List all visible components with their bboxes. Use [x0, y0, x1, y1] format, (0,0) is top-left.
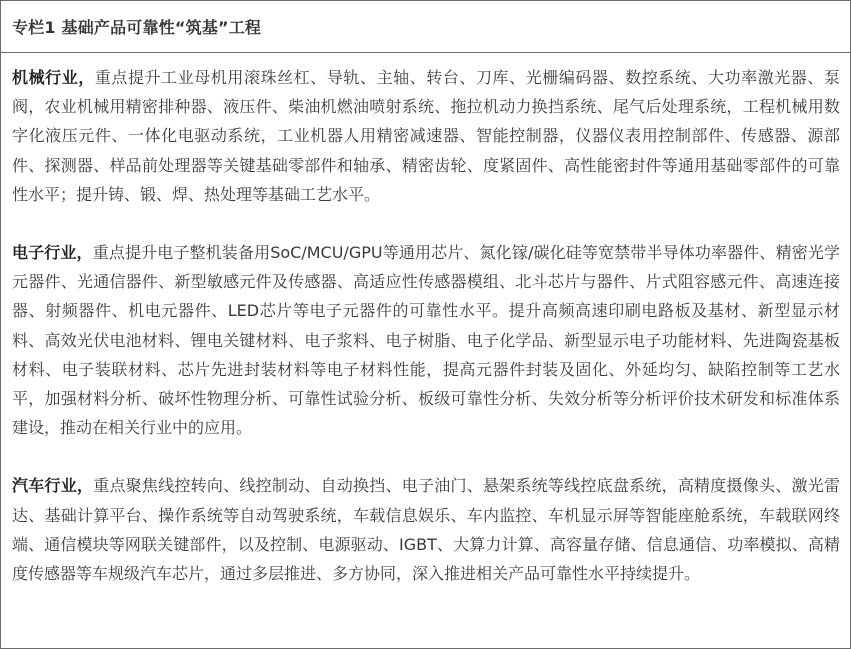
section-label: 机械行业，: [12, 68, 95, 87]
column-header: [1, 1, 850, 53]
section-text: 重点提升电子整机装备用SoC/MCU/GPU等通用芯片、氮化镓/碳化硅等宽禁带半导体功率器件、精密光学元器件、光通信器件、新型敏感元件及传感器、高适应性传感器模组、北斗芯片与器件、片式阻容感元件、高速连接器、射频器件、机电元器件、LED芯片等电子元器件的可靠性水平。提升高频高速印刷电路板及基材、新型显示材料、高效光伏电池材料、锂电关键材料、电子浆料、电子树脂、电子化学品、新型显示电子功能材料、先进陶瓷基板材料、电子装联材料、芯片先进封装材料等电子材料性能，提高元器件封装及固化、外延均匀、缺陷控制等工艺水平，加强材料分析、破坏性物理分析、可靠性试验分析、板级可靠性分析、失效分析等分析评价技术研发和标准体系建设，推动在相关行业中的应用。: [12, 243, 840, 438]
section-automotive: [12, 471, 840, 588]
column-title: 专栏1 基础产品可靠性“筑基”工程: [12, 18, 262, 37]
section-text: 重点提升工业母机用滚珠丝杠、导轨、主轴、转台、刀库、光栅编码器、数控系统、大功率激光器、泵阀，农业机械用精密排种器、液压件、柴油机燃油喷射系统、拖拉机动力换挡系统、尾气后处理系统，工程机械用数字化液压元件、一体化电驱动系统，工业机器人用精密减速器、智能控制器，仪器仪表用控制部件、传感器、源部件、探测器、样品前处理器等关键基础零部件和轴承、精密齿轮、度紧固件、高性能密封件等通用基础零部件的可靠性水平；提升铸、锻、焊、热处理等基础工艺水平。: [12, 68, 840, 204]
section-label: 汽车行业，: [12, 476, 94, 496]
section-label: 电子行业，: [12, 243, 93, 263]
section-machinery: [12, 63, 840, 209]
section-text: 重点聚焦线控转向、线控制动、自动换挡、电子油门、悬架系统等线控底盘系统，高精度摄像头、激光雷达、基础计算平台、操作系统等自动驾驶系统，车载信息娱乐、车内监控、车机显示屏等智能座舱系统，车载联网终端、通信模块等网联关键部件，以及控制、电源驱动、IGBT、大算力计算、高容量存储、信息通信、功率模拟、高精度传感器等车规级汽车芯片，通过多层推进、多方协同，深入推进相关产品可靠性水平持续提升。: [12, 476, 840, 584]
column-body: [1, 53, 850, 588]
section-electronics: [12, 238, 840, 442]
